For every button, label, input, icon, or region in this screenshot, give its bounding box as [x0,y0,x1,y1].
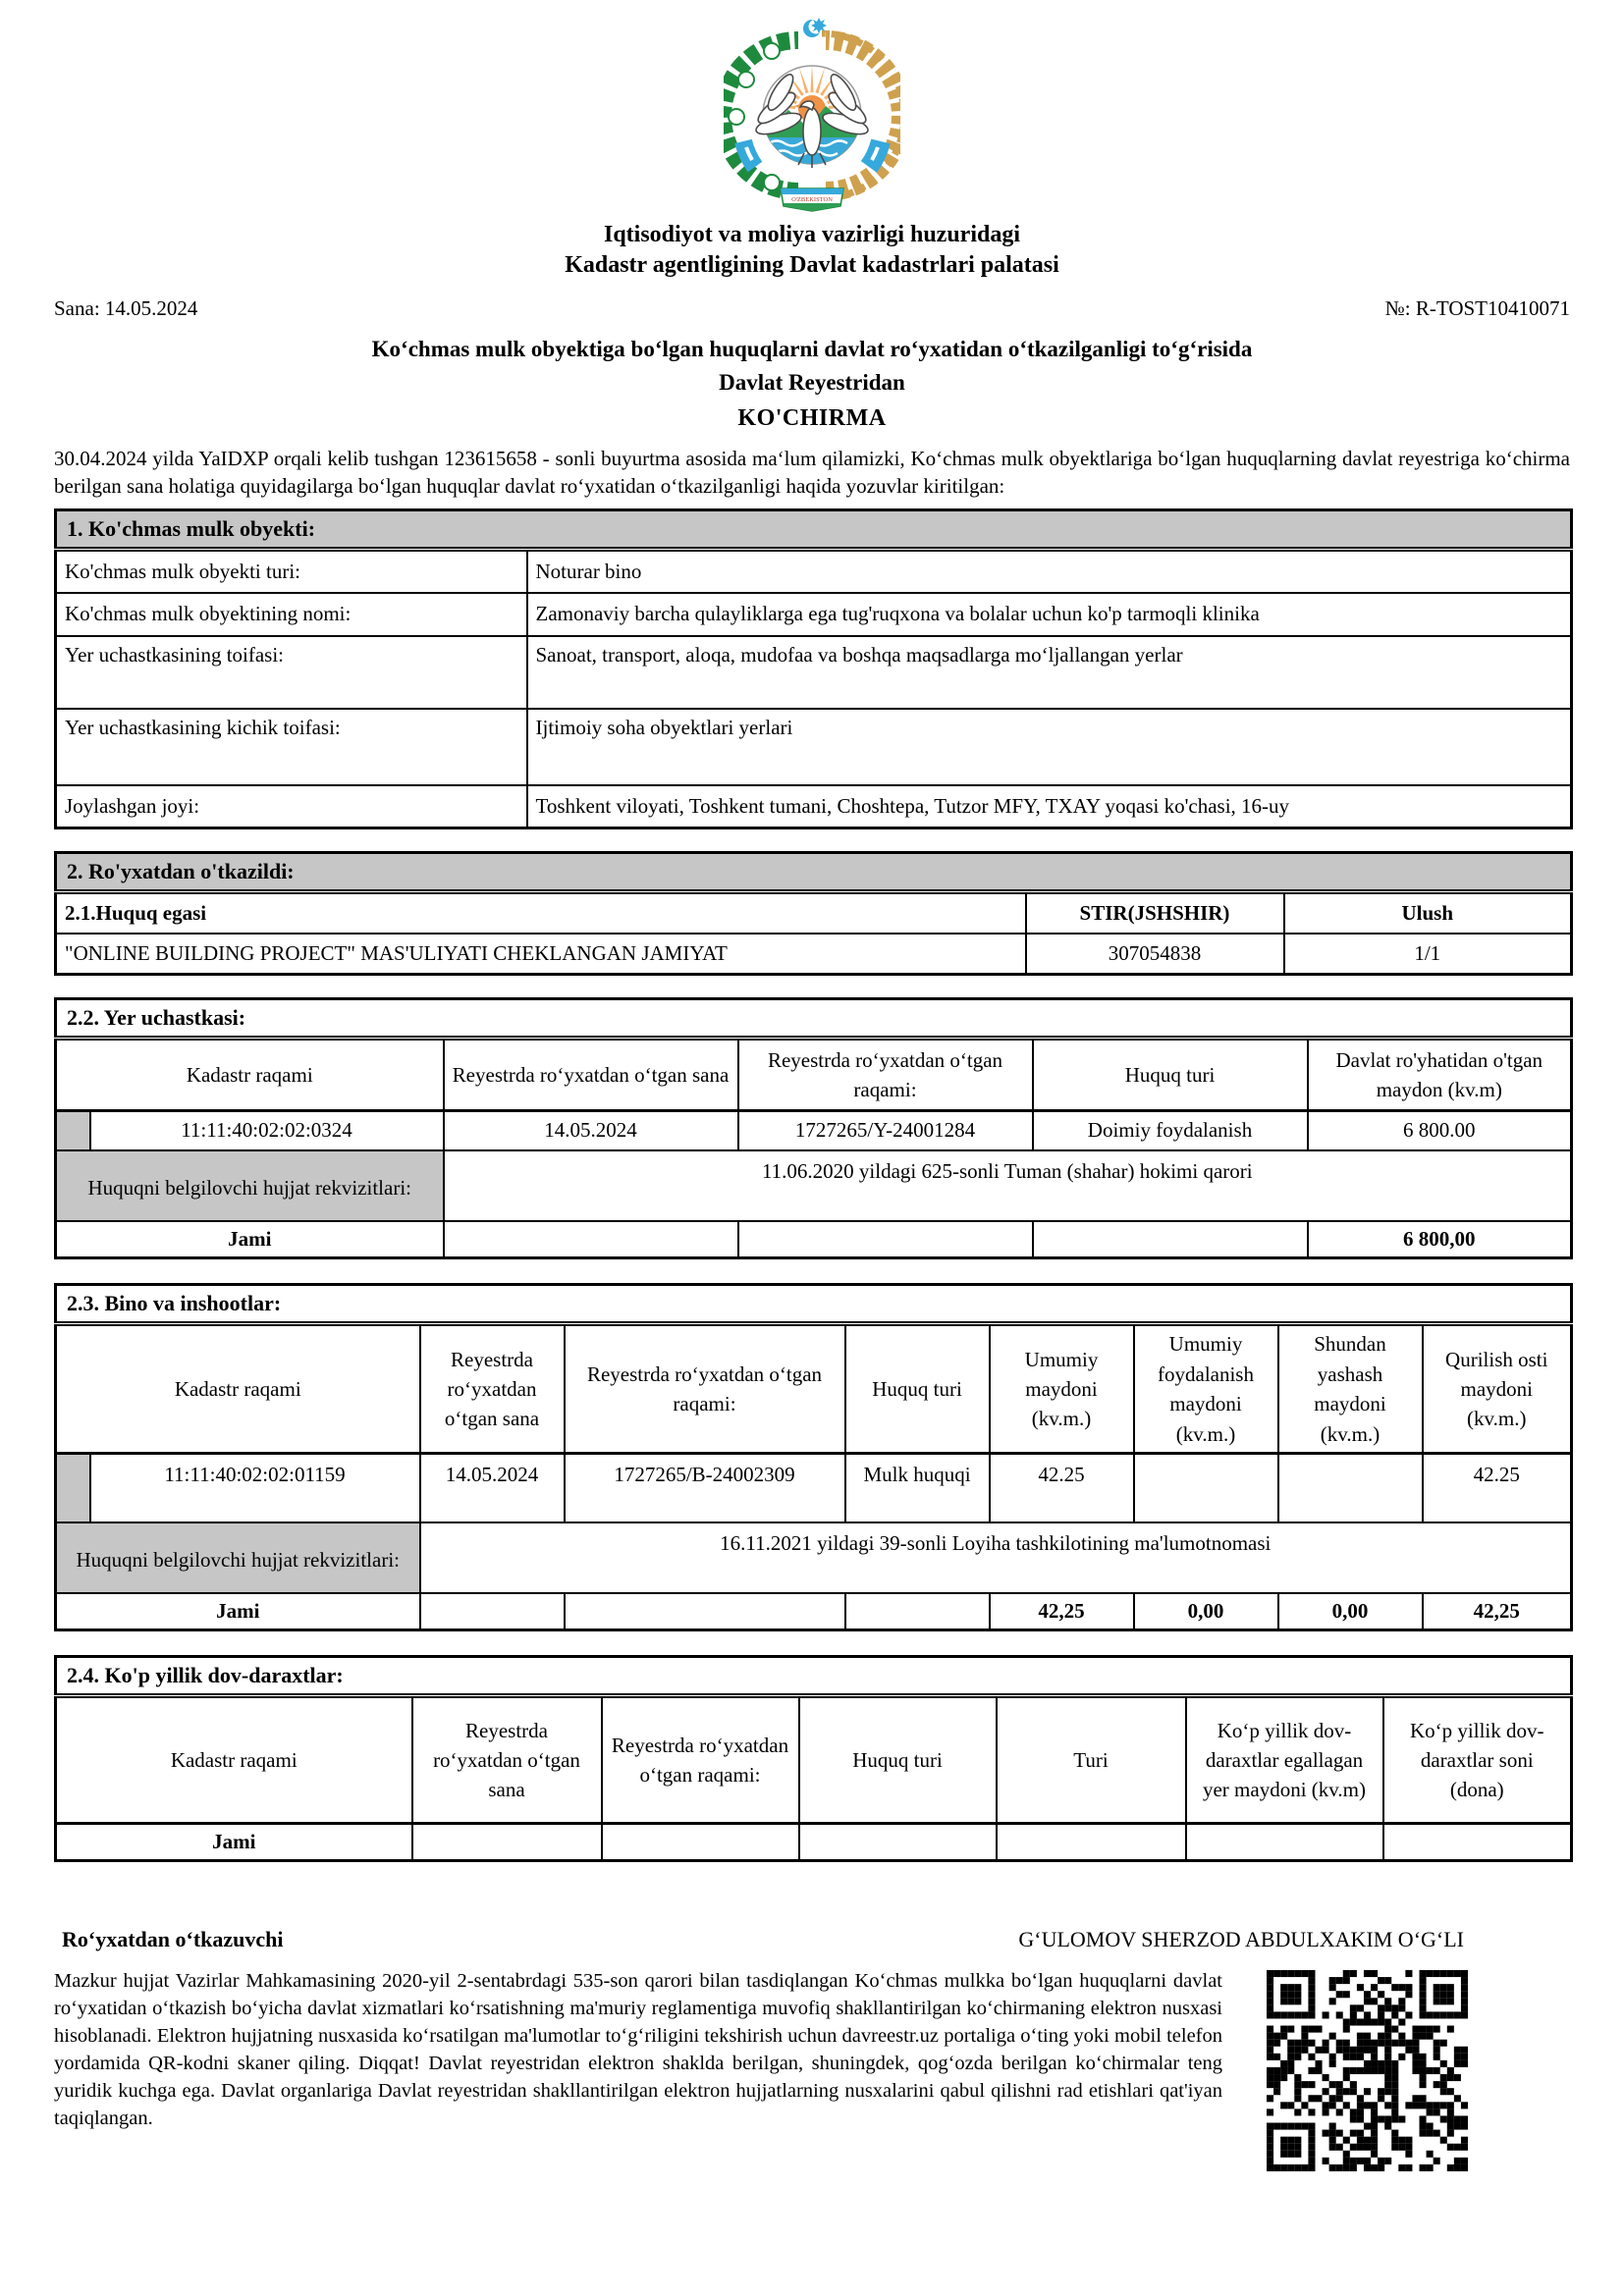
column-header: Kadastr raqami [56,1039,444,1111]
column-header: Shundan yashash maydoni (kv.m.) [1278,1324,1423,1454]
building-total-area: 42.25 [990,1454,1134,1522]
column-header: Reyestrda roʻyxatdan oʻtgan raqami: [602,1696,799,1824]
building-cadastre-number: 11:11:40:02:02:01159 [90,1454,420,1522]
owner-header: 2.1.Huquq egasi [56,892,1026,934]
intro-paragraph: 30.04.2024 yilda YaIDXP orqali kelib tushgan 123615658 - sonli buyurtma asosida maʻlum qilamizki, Koʻchmas mulk obyektlariga boʻlgan huquqlarning davlat reyestriga koʻchirma berilgan sana holatiga quyidagilarga boʻlgan huquqlar davlat roʻyxatidan oʻtkazilganligi haqida yozuvlar kiritilgan: [54,447,1570,499]
total-label: Jami [56,1824,412,1861]
row-label: Ko'chmas mulk obyekti turi: [56,550,527,593]
land-reg-date: 14.05.2024 [444,1111,738,1150]
share-header: Ulush [1284,892,1572,934]
table-registration [54,851,1573,976]
owner-share: 1/1 [1284,934,1572,975]
column-header: Reyestrda roʻyxatdan oʻtgan sana [412,1696,602,1824]
column-header: Reyestrda roʻyxatdan oʻtgan raqami: [738,1039,1033,1111]
document-requisites-value: 11.06.2020 yildagi 625-sonli Tuman (shahar) hokimi qarori [444,1150,1572,1221]
org-title-line2: Kadastr agentligining Davlat kadastrlari palatasi [565,252,1059,279]
empty-cell [412,1824,602,1861]
table-buildings [54,1283,1573,1631]
empty-cell [1033,1221,1308,1258]
document-number: №: R-TOST10410071 [1384,296,1570,321]
stir-header: STIR(JSHSHIR) [1026,892,1284,934]
column-header: Qurilish osti maydoni (kv.m.) [1423,1324,1572,1454]
land-right-type: Doimiy foydalanish [1033,1111,1308,1150]
section24-title: 2.4. Ko'p yillik dov-daraxtlar: [56,1657,1572,1696]
land-cadastre-number: 11:11:40:02:02:0324 [90,1111,444,1150]
empty-cell [845,1593,990,1630]
owner-stir: 307054838 [1026,934,1284,975]
column-header: Turi [997,1696,1186,1824]
document-title: Koʻchmas mulk obyektiga boʻlgan huquqlarni davlat roʻyxatidan oʻtkazilganligi toʻgʻrisida [371,337,1253,362]
title-block [54,337,1570,432]
row-label: Ko'chmas mulk obyektining nomi: [56,593,527,636]
column-header: Huquq turi [799,1696,997,1824]
total-living-area: 0,00 [1278,1593,1423,1630]
empty-cell [738,1221,1033,1258]
document-requisites-label: Huquqni belgilovchi hujjat rekvizitlari: [56,1150,444,1221]
column-header: Huquq turi [1033,1039,1308,1111]
column-header: Huquq turi [845,1324,990,1454]
row-value: Ijtimoiy soha obyektlari yerlari [527,709,1572,785]
row-value: Noturar bino [527,550,1572,593]
document-subtitle: Davlat Reyestridan [719,370,905,396]
empty-cell [1186,1824,1383,1861]
building-right-type: Mulk huquqi [845,1454,990,1522]
building-common-area [1134,1454,1278,1522]
registrar-name: GʻULOMOV SHERZOD ABDULXAKIM OʻGʻLI [1018,1927,1464,1952]
column-header: Umumiy maydoni (kv.m.) [990,1324,1134,1454]
column-header: Reyestrda roʻyxatdan oʻtgan sana [420,1324,565,1454]
footer-header [54,1927,1570,1952]
total-label: Jami [56,1593,420,1630]
row-label: Yer uchastkasining kichik toifasi: [56,709,527,785]
document-date: Sana: 14.05.2024 [54,296,198,321]
row-value: Sanoat, transport, aloqa, mudofaa va boshqa maqsadlarga moʻljallangan yerlar [527,636,1572,709]
emblem-container [54,0,1570,220]
building-footprint-area: 42.25 [1423,1454,1572,1522]
empty-cell [997,1824,1186,1861]
table-land-parcel [54,997,1573,1259]
meta-row [54,296,1570,321]
qr-code [1267,1970,1468,2171]
footer-body [54,1968,1570,2171]
section23-title: 2.3. Bino va inshootlar: [56,1285,1572,1324]
empty-cell [444,1221,738,1258]
total-land-area: 6 800,00 [1308,1221,1572,1258]
column-header: Davlat ro'yhatidan o'tgan maydon (kv.m) [1308,1039,1572,1111]
row-marker-cell [56,1454,90,1522]
column-header: Kadastr raqami [56,1696,412,1824]
section22-title: 2.2. Yer uchastkasi: [56,999,1572,1039]
empty-cell [420,1593,565,1630]
empty-cell [565,1593,845,1630]
building-living-area [1278,1454,1423,1522]
document-type: KO'CHIRMA [737,405,887,432]
total-common-area: 0,00 [1134,1593,1278,1630]
row-marker-cell [56,1111,90,1150]
table-immovable-object [54,508,1573,829]
section2-title: 2. Ro'yxatdan o'tkazildi: [56,853,1572,892]
column-header: Umumiy foydalanish maydoni (kv.m.) [1134,1324,1278,1454]
land-reg-number: 1727265/Y-24001284 [738,1111,1033,1150]
empty-cell [1383,1824,1572,1861]
building-reg-number: 1727265/B-24002309 [565,1454,845,1522]
building-reg-date: 14.05.2024 [420,1454,565,1522]
emblem-banner-text: O'ZBEKISTON [791,196,833,203]
column-header: Reyestrda roʻyxatdan oʻtgan raqami: [565,1324,845,1454]
total-label: Jami [56,1221,444,1258]
total-footprint-area: 42,25 [1423,1593,1572,1630]
legal-disclaimer: Mazkur hujjat Vazirlar Mahkamasining 2020-yil 2-sentabrdagi 535-son qarori bilan tasdiqlangan Koʻchmas mulkka boʻlgan huquqlarni davlat roʻyxatidan oʻtkazish boʻyicha davlat xizmatlari koʻrsatishning ma'muriy reglamentiga muvofiq shakllantirilgan koʻchirmaning elektron nusxasi hisoblanadi. Elektron hujjatning nusxasida koʻrsatilgan ma'lumotlar toʻgʻriligini tekshirish uchun davreestr.uz portaliga oʻting yoki mobil telefon yordamida QR-kodni skaner qiling. Diqqat! Davlat reyestridan elektron shaklda berilgan, shuningdek, qogʻozda berilgan koʻchirmalar teng yuridik kuchga ega. Davlat organlariga Davlat reyestridan shakllantirilgan elektron hujjatlarning nusxalarini qabul qilishni rad etishlari qat'iyan taqiqlangan. [54,1970,1222,2129]
row-value: Toshkent viloyati, Toshkent tumani, Choshtepa, Tutzor MFY, TXAY yoqasi ko'chasi, 16-uy [527,785,1572,828]
uzbekistan-emblem-icon [724,14,900,215]
total-building-area: 42,25 [990,1593,1134,1630]
owner-name: "ONLINE BUILDING PROJECT" MAS'ULIYATI CHEKLANGAN JAMIYAT [56,934,1026,975]
org-title-line1: Iqtisodiyot va moliya vazirligi huzuridagi [603,222,1021,247]
empty-cell [602,1824,799,1861]
document-requisites-value: 16.11.2021 yildagi 39-sonli Loyiha tashkilotining ma'lumotnomasi [420,1522,1572,1593]
row-label: Yer uchastkasining toifasi: [56,636,527,709]
column-header: Reyestrda roʻyxatdan oʻtgan sana [444,1039,738,1111]
table-perennial-trees [54,1655,1573,1862]
land-area: 6 800.00 [1308,1111,1572,1150]
registrar-label: Roʻyxatdan oʻtkazuvchi [62,1927,284,1952]
column-header: Koʻp yillik dov-daraxtlar soni (dona) [1383,1696,1572,1824]
row-value: Zamonaviy barcha qulayliklarga ega tug'ruqxona va bolalar uchun ko'p tarmoqli klinika [527,593,1572,636]
column-header: Kadastr raqami [56,1324,420,1454]
document-requisites-label: Huquqni belgilovchi hujjat rekvizitlari: [56,1522,420,1593]
row-label: Joylashgan joyi: [56,785,527,828]
empty-cell [799,1824,997,1861]
section1-title: 1. Ko'chmas mulk obyekti: [56,510,1572,550]
column-header: Koʻp yillik dov-daraxtlar egallagan yer maydoni (kv.m) [1186,1696,1383,1824]
